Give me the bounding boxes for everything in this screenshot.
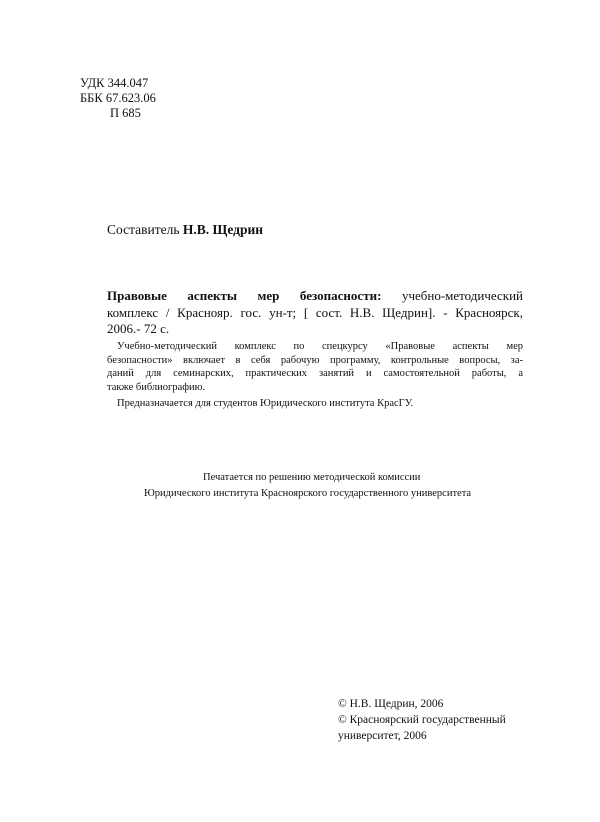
annotation	[107, 340, 523, 411]
book-title: Правовые аспекты мер безопасности:	[107, 288, 382, 303]
bbk-code: ББК 67.623.06	[80, 91, 156, 105]
copyright-block	[338, 696, 506, 744]
publication-note-line-2: Юридического института Красноярского государственного университета	[144, 488, 472, 499]
biblio-line-3: 2006.- 72 с.	[107, 321, 170, 336]
bibliographic-description	[107, 288, 523, 338]
classification-codes	[80, 76, 156, 121]
biblio-line-1	[107, 288, 523, 305]
annotation-line-3: даний для семинарских, практических занятий и самостоятельной работы, а	[107, 368, 523, 379]
book-subtitle: учебно-методический	[381, 288, 523, 303]
copyright-university-cont: университет, 2006	[338, 730, 427, 742]
compiler-label: Составитель	[107, 222, 183, 237]
annotation-line-1: Учебно-методический комплекс по спецкурсу «Правовые аспекты мер	[117, 341, 523, 352]
copyright-author: © Н.В. Щедрин, 2006	[338, 698, 444, 710]
biblio-line-2: комплекс / Краснояр. гос. ун-т; [ сост. Н.В. Щедрин]. - Красноярск,	[107, 304, 523, 320]
author-index: П 685	[110, 106, 141, 120]
publication-note-line-1: Печатается по решению методической комиссии	[203, 472, 421, 483]
compiler-name: Н.В. Щедрин	[182, 222, 264, 237]
annotation-line-4: также библиографию.	[107, 381, 206, 393]
annotation-line-2: безопасности» включает в себя рабочую программу, контрольные вопросы, за-	[107, 354, 523, 366]
udk-code: УДК 344.047	[80, 76, 149, 90]
audience-note: Предназначается для студентов Юридического института КрасГУ.	[117, 398, 414, 409]
copyright-university: © Красноярский государственный	[338, 714, 506, 726]
compiler-line	[107, 222, 263, 238]
